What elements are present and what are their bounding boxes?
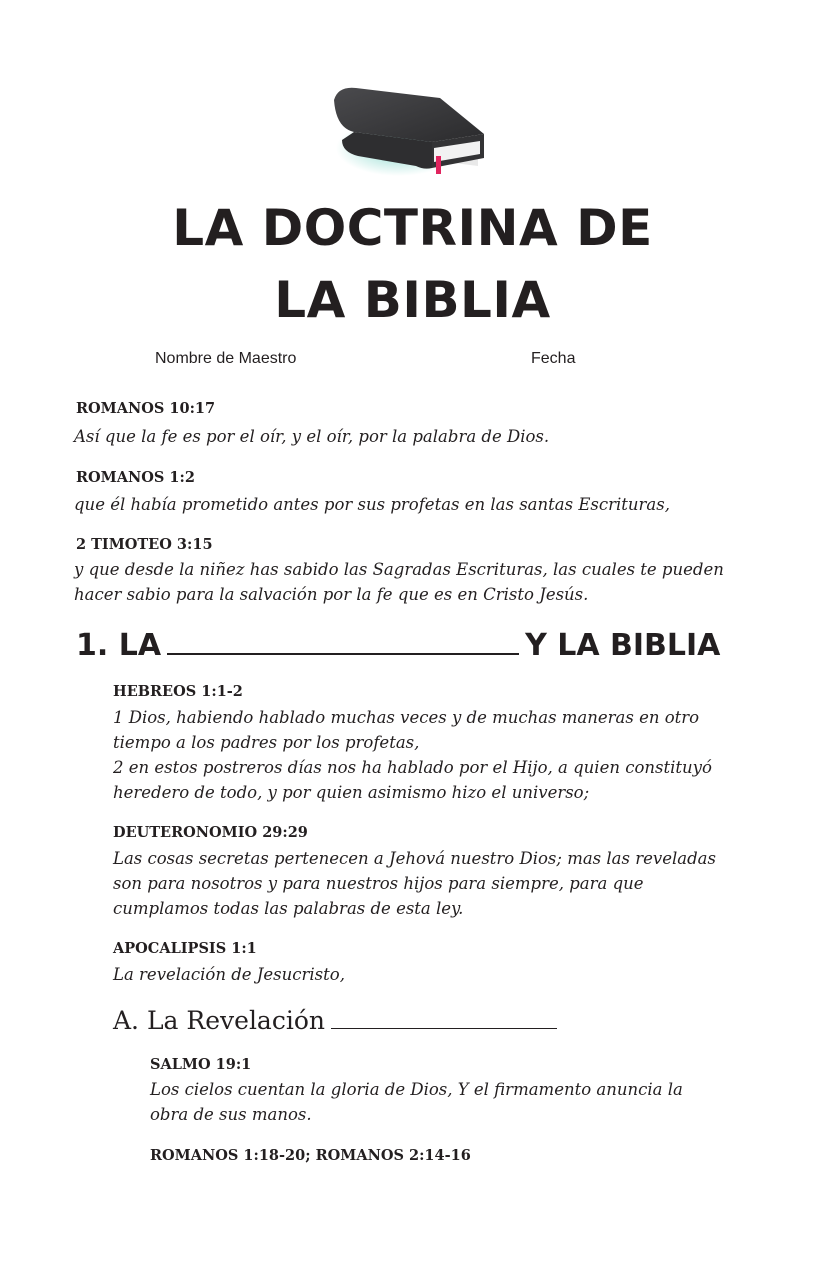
verse-text: Así que la fe es por el oír, y el oír, por la palabra de Dios. (74, 427, 550, 446)
verse-reference: SALMO 19:1 (150, 1056, 252, 1073)
page-title-line2: LA BIBLIA (274, 271, 551, 329)
verse-reference: HEBREOS 1:1-2 (113, 683, 243, 700)
verse-reference: ROMANOS 1:18-20; ROMANOS 2:14-16 (150, 1147, 471, 1164)
verse-reference: APOCALIPSIS 1:1 (113, 940, 257, 957)
verse-reference: ROMANOS 1:2 (76, 469, 195, 486)
verse-text-line: tiempo a los padres por los profetas, (113, 733, 420, 752)
verse-text-line: son para nosotros y para nuestros hijos para siempre, para que (113, 874, 644, 893)
verse-reference: ROMANOS 10:17 (76, 400, 216, 417)
verse-text: La revelación de Jesucristo, (113, 965, 345, 984)
verse-text-line: obra de sus manos. (150, 1105, 312, 1124)
verse-text-line: heredero de todo, y por quien asimismo hizo el universo; (113, 783, 590, 802)
verse-text-line: Las cosas secretas pertenecen a Jehová nuestro Dios; mas las reveladas (113, 849, 716, 868)
verse-text-line: 1 Dios, habiendo hablado muchas veces y de muchas maneras en otro (113, 708, 700, 727)
section-heading-prefix: 1. LA (76, 628, 162, 663)
verse-text: que él había prometido antes por sus profetas en las santas Escrituras, (74, 495, 670, 514)
verse-reference: DEUTERONOMIO 29:29 (113, 824, 308, 841)
verse-text-line: y que desde la niñez has sabido las Sagradas Escrituras, las cuales te pueden (74, 560, 724, 579)
section-heading (76, 628, 720, 663)
verse-text-line: 2 en estos postreros días nos ha hablado por el Hijo, a quien constituyó (113, 758, 712, 777)
date-label: Fecha (531, 350, 576, 367)
subsection-heading-label: A. La Revelación (113, 1006, 325, 1035)
verse-text-line: hacer sabio para la salvación por la fe que es en Cristo Jesús. (74, 585, 589, 604)
closed-bible-icon (328, 78, 494, 188)
section-heading-suffix: Y LA BIBLIA (525, 628, 721, 663)
fill-in-blank (167, 631, 519, 655)
fill-in-blank (331, 1010, 557, 1029)
verse-reference: 2 TIMOTEO 3:15 (76, 536, 213, 553)
page-title-line1: LA DOCTRINA DE (172, 199, 653, 257)
subsection-heading (113, 1006, 557, 1035)
teacher-name-label: Nombre de Maestro (155, 350, 297, 367)
verse-text-line: cumplamos todas las palabras de esta ley. (113, 899, 464, 918)
verse-text-line: Los cielos cuentan la gloria de Dios, Y el firmamento anuncia la (150, 1080, 683, 1099)
